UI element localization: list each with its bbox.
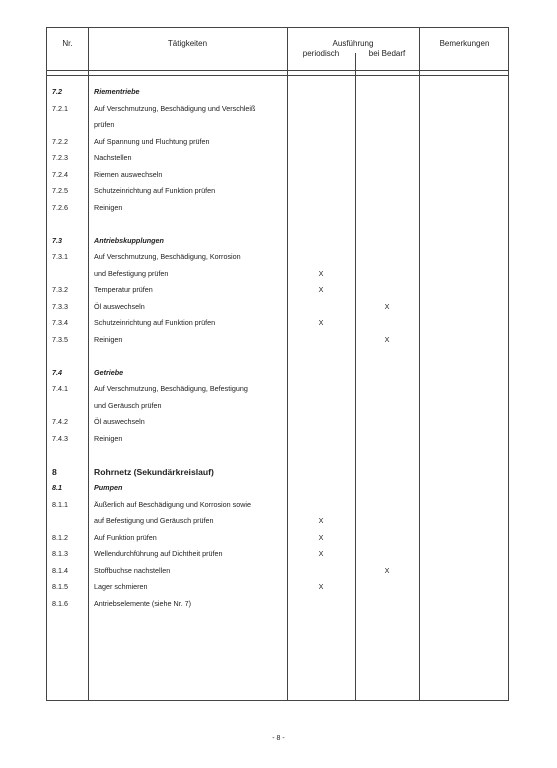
row-activity: Schutzeinrichtung auf Funktion prüfen — [94, 318, 216, 327]
row-number: 7.3.4 — [52, 318, 68, 327]
row-number: 7.2.1 — [52, 103, 68, 113]
table-row — [47, 480, 508, 496]
row-activity: Öl auswechseln — [94, 417, 145, 426]
row-periodic-mark: X — [318, 532, 324, 542]
table-row — [47, 530, 508, 546]
table-row — [47, 282, 508, 298]
row-number: 7.2.6 — [52, 202, 68, 212]
row-activity: Getriebe — [94, 367, 124, 377]
table-row — [47, 150, 508, 166]
row-number: 7.3 — [52, 235, 62, 245]
row-activity: Äußerlich auf Beschädigung und Korrosion sowie — [94, 499, 252, 509]
row-activity: Auf Verschmutzung, Beschädigung, Befestigung — [94, 384, 248, 393]
row-periodic-mark: X — [318, 549, 324, 558]
table-row — [47, 332, 508, 348]
row-activity: und Befestigung prüfen — [94, 268, 169, 278]
row-number: 8.1 — [52, 483, 62, 492]
header-periodic: periodisch — [302, 49, 340, 58]
table-row — [47, 200, 508, 216]
row-number: 7.4.3 — [52, 433, 68, 443]
table-row — [47, 497, 508, 513]
table-row — [47, 414, 508, 430]
row-number: 7.3.1 — [52, 252, 68, 261]
row-number: 8 — [52, 466, 57, 477]
page-number: - 8 - — [272, 735, 285, 742]
header-remarks: Bemerkungen — [439, 39, 490, 48]
table-row — [47, 117, 508, 133]
row-periodic-mark: X — [318, 285, 324, 294]
row-number: 8.1.6 — [52, 598, 68, 608]
row-number: 7.2.2 — [52, 136, 68, 146]
table-row — [47, 546, 508, 562]
row-activity: auf Befestigung und Geräusch prüfen — [94, 516, 214, 525]
row-activity: Stoffbuchse nachstellen — [94, 565, 171, 575]
table-row — [47, 183, 508, 199]
row-as-needed-mark: X — [384, 334, 390, 344]
header-separator-double — [47, 75, 508, 76]
header-separator — [47, 70, 508, 71]
row-activity: Reinigen — [94, 202, 123, 212]
row-as-needed-mark: X — [384, 565, 390, 575]
table-row — [47, 365, 508, 381]
table-row — [47, 513, 508, 529]
table-row — [47, 266, 508, 282]
table-row — [47, 167, 508, 183]
table-row — [47, 464, 508, 480]
row-number: 8.1.2 — [52, 532, 68, 542]
row-activity: Auf Verschmutzung, Beschädigung, Korrosion — [94, 252, 241, 261]
table-row — [47, 299, 508, 315]
row-activity: Riemen auswechseln — [94, 169, 163, 179]
table-row — [47, 233, 508, 249]
row-number: 7.3.2 — [52, 285, 68, 294]
table-row — [47, 84, 508, 100]
table-row — [47, 563, 508, 579]
table-row — [47, 596, 508, 612]
table-row — [47, 101, 508, 117]
table-row — [47, 381, 508, 397]
header-as-needed: bei Bedarf — [368, 49, 406, 58]
row-periodic-mark: X — [318, 516, 324, 525]
row-number: 7.2.4 — [52, 169, 68, 179]
header-execution: Ausführung — [332, 39, 374, 48]
row-number: 7.2.3 — [52, 153, 68, 162]
row-activity: Reinigen — [94, 334, 123, 344]
maintenance-table — [46, 27, 509, 701]
row-activity: Antriebselemente (siehe Nr. 7) — [94, 598, 192, 608]
table-row — [47, 431, 508, 447]
row-number: 8.1.1 — [52, 499, 68, 509]
row-number: 8.1.4 — [52, 565, 68, 575]
table-row — [47, 447, 508, 463]
row-number: 7.2.5 — [52, 186, 68, 195]
row-activity: Reinigen — [94, 433, 123, 443]
row-activity: prüfen — [94, 120, 115, 129]
row-number: 7.3.5 — [52, 334, 68, 344]
table-row — [47, 134, 508, 150]
row-as-needed-mark: X — [384, 301, 390, 311]
row-number: 8.1.3 — [52, 549, 68, 558]
row-number: 7.4 — [52, 367, 62, 377]
row-activity: Riementriebe — [94, 87, 140, 96]
row-periodic-mark: X — [318, 318, 324, 327]
row-activity: Pumpen — [94, 483, 123, 492]
row-activity: Auf Funktion prüfen — [94, 532, 157, 542]
row-activity: Öl auswechseln — [94, 301, 145, 311]
row-number: 8.1.5 — [52, 582, 68, 591]
row-number: 7.4.2 — [52, 417, 68, 426]
row-activity: Antriebskupplungen — [94, 235, 164, 245]
row-activity: Auf Verschmutzung, Beschädigung und Verschleiß — [94, 103, 256, 113]
table-row — [47, 398, 508, 414]
row-number: 7.2 — [52, 87, 62, 96]
row-activity: und Geräusch prüfen — [94, 400, 162, 410]
row-activity: Lager schmieren — [94, 582, 148, 591]
header-activities: Tätigkeiten — [167, 39, 208, 48]
table-row — [47, 579, 508, 595]
row-activity: Nachstellen — [94, 153, 132, 162]
table-row — [47, 315, 508, 331]
table-row — [47, 348, 508, 364]
row-periodic-mark: X — [318, 268, 324, 278]
row-activity: Temperatur prüfen — [94, 285, 153, 294]
table-row — [47, 249, 508, 265]
row-number: 7.4.1 — [52, 384, 68, 393]
row-activity: Schutzeinrichtung auf Funktion prüfen — [94, 186, 216, 195]
table-row — [47, 216, 508, 232]
row-activity: Rohrnetz (Sekundärkreislauf) — [94, 466, 214, 477]
row-activity: Auf Spannung und Fluchtung prüfen — [94, 136, 210, 146]
row-activity: Wellendurchführung auf Dichtheit prüfen — [94, 549, 223, 558]
row-number: 7.3.3 — [52, 301, 68, 311]
header-nr: Nr. — [62, 39, 73, 48]
row-periodic-mark: X — [318, 582, 324, 591]
